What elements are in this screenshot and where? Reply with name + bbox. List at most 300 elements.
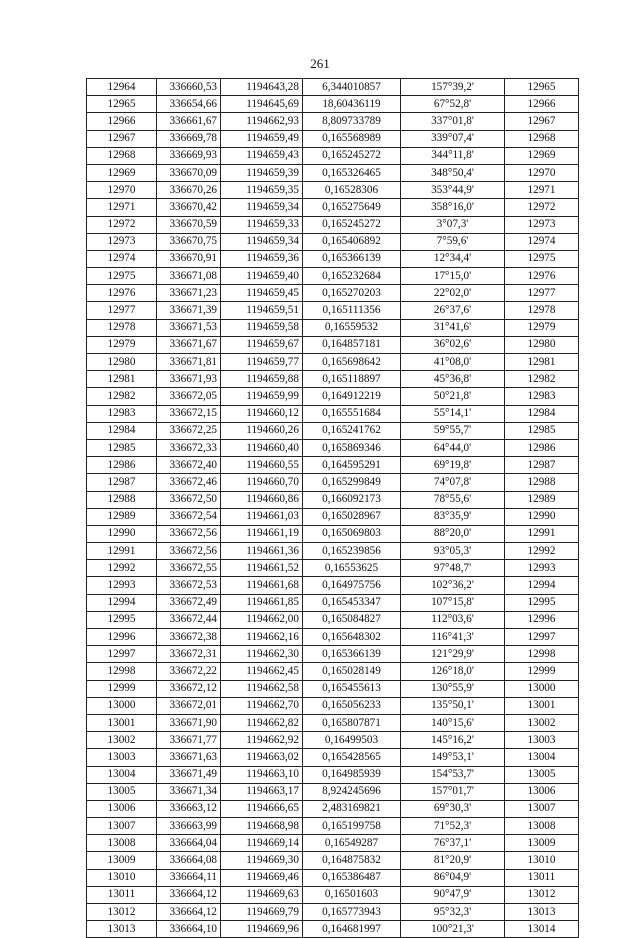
cell-bearing: 97°48,7' [401, 560, 505, 577]
table-row [87, 199, 579, 216]
cell-distance: 0,165199758 [303, 818, 401, 835]
cell-bearing: 69°30,3' [401, 800, 505, 817]
cell-distance: 0,165428565 [303, 749, 401, 766]
cell-bearing: 78°55,6' [401, 491, 505, 508]
cell-bearing: 17°15,0' [401, 268, 505, 285]
cell-point-from: 13001 [87, 714, 157, 731]
cell-y: 1194659,33 [221, 216, 303, 233]
cell-y: 1194660,55 [221, 457, 303, 474]
cell-point-from: 12982 [87, 388, 157, 405]
table-row [87, 543, 579, 560]
cell-x: 336672,01 [157, 697, 221, 714]
cell-distance: 0,165326465 [303, 164, 401, 181]
cell-x: 336671,67 [157, 336, 221, 353]
cell-point-from: 12994 [87, 594, 157, 611]
cell-point-to: 13003 [505, 732, 579, 749]
cell-x: 336664,04 [157, 835, 221, 852]
table-row [87, 354, 579, 371]
table-row [87, 182, 579, 199]
cell-distance: 0,165406892 [303, 233, 401, 250]
table-row [87, 79, 579, 96]
cell-point-to: 12983 [505, 388, 579, 405]
cell-bearing: 31°41,6' [401, 319, 505, 336]
cell-distance: 0,165299849 [303, 474, 401, 491]
cell-bearing: 90°47,9' [401, 886, 505, 903]
table-row [87, 646, 579, 663]
cell-bearing: 149°53,1' [401, 749, 505, 766]
cell-distance: 0,165648302 [303, 629, 401, 646]
table-row [87, 680, 579, 697]
cell-bearing: 348°50,4' [401, 164, 505, 181]
cell-y: 1194661,85 [221, 594, 303, 611]
cell-point-to: 13004 [505, 749, 579, 766]
cell-bearing: 55°14,1' [401, 405, 505, 422]
cell-distance: 0,165056233 [303, 697, 401, 714]
cell-distance: 0,165270203 [303, 285, 401, 302]
cell-distance: 0,165275649 [303, 199, 401, 216]
cell-distance: 2,483169821 [303, 800, 401, 817]
cell-distance: 0,164912219 [303, 388, 401, 405]
cell-bearing: 22°02,0' [401, 285, 505, 302]
cell-point-to: 12967 [505, 113, 579, 130]
cell-point-to: 12985 [505, 422, 579, 439]
cell-bearing: 69°19,8' [401, 457, 505, 474]
table-row [87, 233, 579, 250]
cell-bearing: 358°16,0' [401, 199, 505, 216]
cell-y: 1194668,98 [221, 818, 303, 835]
cell-y: 1194662,30 [221, 646, 303, 663]
cell-bearing: 130°55,9' [401, 680, 505, 697]
cell-point-to: 12973 [505, 216, 579, 233]
cell-y: 1194661,03 [221, 508, 303, 525]
cell-bearing: 339°07,4' [401, 130, 505, 147]
cell-distance: 0,164681997 [303, 921, 401, 938]
cell-distance: 0,165869346 [303, 439, 401, 456]
cell-point-from: 12965 [87, 96, 157, 113]
table-row [87, 663, 579, 680]
cell-point-to: 13000 [505, 680, 579, 697]
cell-bearing: 71°52,3' [401, 818, 505, 835]
cell-distance: 0,165455613 [303, 680, 401, 697]
cell-y: 1194662,00 [221, 611, 303, 628]
cell-x: 336664,10 [157, 921, 221, 938]
cell-bearing: 86°04,9' [401, 869, 505, 886]
cell-point-to: 12987 [505, 457, 579, 474]
table-row [87, 904, 579, 921]
cell-bearing: 81°20,9' [401, 852, 505, 869]
table-row [87, 250, 579, 267]
cell-x: 336670,59 [157, 216, 221, 233]
table-row [87, 560, 579, 577]
cell-x: 336660,53 [157, 79, 221, 96]
cell-point-to: 12998 [505, 646, 579, 663]
cell-point-to: 12996 [505, 611, 579, 628]
cell-y: 1194659,99 [221, 388, 303, 405]
cell-bearing: 140°15,6' [401, 714, 505, 731]
cell-point-to: 12986 [505, 439, 579, 456]
cell-distance: 6,344010857 [303, 79, 401, 96]
cell-point-to: 12966 [505, 96, 579, 113]
cell-x: 336664,12 [157, 904, 221, 921]
cell-bearing: 12°34,4' [401, 250, 505, 267]
cell-point-from: 13002 [87, 732, 157, 749]
table-row [87, 629, 579, 646]
cell-point-to: 12991 [505, 525, 579, 542]
cell-x: 336671,77 [157, 732, 221, 749]
cell-bearing: 107°15,8' [401, 594, 505, 611]
cell-y: 1194659,35 [221, 182, 303, 199]
cell-point-from: 13003 [87, 749, 157, 766]
cell-bearing: 41°08,0' [401, 354, 505, 371]
cell-bearing: 112°03,6' [401, 611, 505, 628]
cell-point-from: 12999 [87, 680, 157, 697]
cell-bearing: 157°01,7' [401, 783, 505, 800]
cell-point-to: 12979 [505, 319, 579, 336]
cell-point-to: 12969 [505, 147, 579, 164]
cell-bearing: 76°37,1' [401, 835, 505, 852]
cell-y: 1194669,79 [221, 904, 303, 921]
cell-point-from: 12973 [87, 233, 157, 250]
table-row [87, 216, 579, 233]
table-row [87, 749, 579, 766]
cell-x: 336671,49 [157, 766, 221, 783]
cell-y: 1194669,46 [221, 869, 303, 886]
cell-x: 336672,46 [157, 474, 221, 491]
cell-point-to: 12990 [505, 508, 579, 525]
cell-point-to: 12992 [505, 543, 579, 560]
cell-distance: 0,164985939 [303, 766, 401, 783]
cell-x: 336672,22 [157, 663, 221, 680]
cell-y: 1194669,14 [221, 835, 303, 852]
cell-bearing: 337°01,8' [401, 113, 505, 130]
cell-y: 1194662,45 [221, 663, 303, 680]
cell-distance: 0,165239856 [303, 543, 401, 560]
cell-point-to: 12977 [505, 285, 579, 302]
cell-y: 1194661,36 [221, 543, 303, 560]
table-row [87, 491, 579, 508]
cell-x: 336671,23 [157, 285, 221, 302]
table-row [87, 439, 579, 456]
cell-distance: 0,165366139 [303, 646, 401, 663]
cell-distance: 0,165118897 [303, 371, 401, 388]
cell-bearing: 100°21,3' [401, 921, 505, 938]
cell-distance: 0,165028967 [303, 508, 401, 525]
cell-x: 336663,99 [157, 818, 221, 835]
cell-x: 336672,56 [157, 525, 221, 542]
table-row [87, 818, 579, 835]
cell-point-to: 13008 [505, 818, 579, 835]
cell-point-from: 13005 [87, 783, 157, 800]
table-row [87, 268, 579, 285]
cell-point-to: 13012 [505, 886, 579, 903]
cell-x: 336670,42 [157, 199, 221, 216]
cell-bearing: 3°07,3' [401, 216, 505, 233]
cell-y: 1194661,19 [221, 525, 303, 542]
cell-y: 1194659,40 [221, 268, 303, 285]
cell-distance: 0,165245272 [303, 147, 401, 164]
cell-point-from: 13011 [87, 886, 157, 903]
cell-distance: 0,16549287 [303, 835, 401, 852]
cell-point-from: 12972 [87, 216, 157, 233]
cell-x: 336671,53 [157, 319, 221, 336]
cell-x: 336669,78 [157, 130, 221, 147]
table-row [87, 611, 579, 628]
cell-x: 336670,26 [157, 182, 221, 199]
cell-distance: 0,165453347 [303, 594, 401, 611]
table-row [87, 474, 579, 491]
cell-point-to: 12993 [505, 560, 579, 577]
cell-distance: 0,164857181 [303, 336, 401, 353]
coordinates-table [86, 78, 579, 938]
cell-bearing: 26°37,6' [401, 302, 505, 319]
cell-x: 336672,44 [157, 611, 221, 628]
cell-y: 1194663,17 [221, 783, 303, 800]
cell-x: 336672,33 [157, 439, 221, 456]
table-row [87, 336, 579, 353]
cell-point-to: 13009 [505, 835, 579, 852]
table-row [87, 130, 579, 147]
cell-x: 336672,55 [157, 560, 221, 577]
cell-x: 336664,08 [157, 852, 221, 869]
cell-x: 336671,08 [157, 268, 221, 285]
cell-bearing: 67°52,8' [401, 96, 505, 113]
cell-x: 336669,93 [157, 147, 221, 164]
cell-distance: 0,165028149 [303, 663, 401, 680]
cell-point-from: 12991 [87, 543, 157, 560]
cell-distance: 18,60436119 [303, 96, 401, 113]
cell-point-from: 12992 [87, 560, 157, 577]
table-row [87, 405, 579, 422]
cell-x: 336672,50 [157, 491, 221, 508]
cell-point-to: 12999 [505, 663, 579, 680]
table-row [87, 783, 579, 800]
cell-distance: 0,16553625 [303, 560, 401, 577]
cell-point-to: 12971 [505, 182, 579, 199]
cell-bearing: 45°36,8' [401, 371, 505, 388]
cell-point-from: 13012 [87, 904, 157, 921]
cell-y: 1194669,30 [221, 852, 303, 869]
cell-point-to: 12989 [505, 491, 579, 508]
cell-x: 336672,53 [157, 577, 221, 594]
cell-y: 1194660,40 [221, 439, 303, 456]
cell-distance: 0,164975756 [303, 577, 401, 594]
cell-x: 336671,93 [157, 371, 221, 388]
cell-point-to: 13006 [505, 783, 579, 800]
cell-x: 336661,67 [157, 113, 221, 130]
cell-y: 1194662,70 [221, 697, 303, 714]
cell-bearing: 145°16,2' [401, 732, 505, 749]
cell-bearing: 126°18,0' [401, 663, 505, 680]
cell-distance: 0,165245272 [303, 216, 401, 233]
cell-y: 1194661,68 [221, 577, 303, 594]
table-row [87, 508, 579, 525]
cell-point-from: 12985 [87, 439, 157, 456]
cell-bearing: 50°21,8' [401, 388, 505, 405]
cell-distance: 0,165366139 [303, 250, 401, 267]
cell-point-to: 13005 [505, 766, 579, 783]
cell-y: 1194660,70 [221, 474, 303, 491]
cell-bearing: 36°02,6' [401, 336, 505, 353]
cell-y: 1194669,96 [221, 921, 303, 938]
cell-distance: 0,165111356 [303, 302, 401, 319]
cell-x: 336672,25 [157, 422, 221, 439]
cell-x: 336672,12 [157, 680, 221, 697]
cell-point-to: 12965 [505, 79, 579, 96]
cell-point-from: 13008 [87, 835, 157, 852]
cell-y: 1194662,16 [221, 629, 303, 646]
cell-distance: 0,165773943 [303, 904, 401, 921]
cell-y: 1194659,77 [221, 354, 303, 371]
cell-x: 336671,34 [157, 783, 221, 800]
cell-bearing: 83°35,9' [401, 508, 505, 525]
cell-point-from: 12983 [87, 405, 157, 422]
cell-point-to: 12981 [505, 354, 579, 371]
table-row [87, 164, 579, 181]
cell-bearing: 64°44,0' [401, 439, 505, 456]
table-row [87, 594, 579, 611]
cell-point-to: 12972 [505, 199, 579, 216]
cell-bearing: 95°32,3' [401, 904, 505, 921]
cell-point-from: 12970 [87, 182, 157, 199]
cell-distance: 0,164875832 [303, 852, 401, 869]
cell-x: 336654,66 [157, 96, 221, 113]
cell-distance: 0,16501603 [303, 886, 401, 903]
cell-bearing: 154°53,7' [401, 766, 505, 783]
table-row [87, 319, 579, 336]
cell-y: 1194662,58 [221, 680, 303, 697]
cell-point-from: 13010 [87, 869, 157, 886]
cell-point-to: 12976 [505, 268, 579, 285]
cell-x: 336672,56 [157, 543, 221, 560]
cell-distance: 0,166092173 [303, 491, 401, 508]
table-row [87, 577, 579, 594]
cell-x: 336672,38 [157, 629, 221, 646]
cell-point-to: 12970 [505, 164, 579, 181]
cell-point-from: 12984 [87, 422, 157, 439]
cell-y: 1194659,34 [221, 199, 303, 216]
cell-point-from: 12968 [87, 147, 157, 164]
cell-x: 336671,39 [157, 302, 221, 319]
cell-distance: 0,16499503 [303, 732, 401, 749]
cell-distance: 0,165807871 [303, 714, 401, 731]
cell-point-from: 13006 [87, 800, 157, 817]
cell-y: 1194659,39 [221, 164, 303, 181]
cell-x: 336672,54 [157, 508, 221, 525]
cell-distance: 0,165568989 [303, 130, 401, 147]
cell-point-from: 12975 [87, 268, 157, 285]
cell-x: 336664,12 [157, 886, 221, 903]
cell-point-from: 12980 [87, 354, 157, 371]
cell-y: 1194661,52 [221, 560, 303, 577]
cell-point-to: 13010 [505, 852, 579, 869]
cell-point-from: 13013 [87, 921, 157, 938]
cell-point-from: 13009 [87, 852, 157, 869]
page-number: 261 [310, 56, 330, 71]
cell-x: 336672,15 [157, 405, 221, 422]
cell-point-from: 12990 [87, 525, 157, 542]
table-row [87, 800, 579, 817]
cell-bearing: 116°41,3' [401, 629, 505, 646]
table-row [87, 113, 579, 130]
cell-y: 1194663,10 [221, 766, 303, 783]
cell-y: 1194662,92 [221, 732, 303, 749]
cell-y: 1194659,58 [221, 319, 303, 336]
table-row [87, 96, 579, 113]
cell-y: 1194662,93 [221, 113, 303, 130]
cell-point-from: 12998 [87, 663, 157, 680]
table-row [87, 285, 579, 302]
cell-point-from: 13007 [87, 818, 157, 835]
cell-point-from: 13004 [87, 766, 157, 783]
cell-x: 336672,49 [157, 594, 221, 611]
cell-y: 1194660,26 [221, 422, 303, 439]
cell-point-to: 12995 [505, 594, 579, 611]
table-row [87, 714, 579, 731]
cell-x: 336670,91 [157, 250, 221, 267]
cell-y: 1194659,88 [221, 371, 303, 388]
table-row [87, 766, 579, 783]
cell-point-to: 12997 [505, 629, 579, 646]
cell-y: 1194643,28 [221, 79, 303, 96]
cell-y: 1194659,49 [221, 130, 303, 147]
cell-bearing: 88°20,0' [401, 525, 505, 542]
cell-point-from: 12986 [87, 457, 157, 474]
cell-point-to: 12975 [505, 250, 579, 267]
cell-y: 1194659,43 [221, 147, 303, 164]
cell-x: 336671,81 [157, 354, 221, 371]
cell-point-to: 12982 [505, 371, 579, 388]
cell-bearing: 121°29,9' [401, 646, 505, 663]
cell-point-from: 12987 [87, 474, 157, 491]
table-row [87, 302, 579, 319]
cell-distance: 0,165698642 [303, 354, 401, 371]
cell-point-to: 12994 [505, 577, 579, 594]
cell-point-from: 12966 [87, 113, 157, 130]
cell-distance: 0,165232684 [303, 268, 401, 285]
cell-distance: 8,924245696 [303, 783, 401, 800]
table-row [87, 457, 579, 474]
cell-point-to: 12988 [505, 474, 579, 491]
table-row [87, 835, 579, 852]
cell-bearing: 102°36,2' [401, 577, 505, 594]
cell-y: 1194659,45 [221, 285, 303, 302]
cell-distance: 0,165084827 [303, 611, 401, 628]
table-row [87, 921, 579, 938]
cell-y: 1194666,65 [221, 800, 303, 817]
table-row [87, 388, 579, 405]
cell-point-from: 12988 [87, 491, 157, 508]
cell-point-from: 12967 [87, 130, 157, 147]
cell-point-from: 12969 [87, 164, 157, 181]
cell-x: 336672,05 [157, 388, 221, 405]
cell-point-to: 13011 [505, 869, 579, 886]
cell-distance: 0,165241762 [303, 422, 401, 439]
cell-point-to: 12978 [505, 302, 579, 319]
cell-distance: 0,165069803 [303, 525, 401, 542]
cell-x: 336671,90 [157, 714, 221, 731]
cell-x: 336663,12 [157, 800, 221, 817]
cell-y: 1194659,51 [221, 302, 303, 319]
cell-point-from: 12981 [87, 371, 157, 388]
cell-y: 1194659,67 [221, 336, 303, 353]
table-row [87, 371, 579, 388]
cell-distance: 0,164595291 [303, 457, 401, 474]
cell-x: 336672,31 [157, 646, 221, 663]
cell-point-from: 12971 [87, 199, 157, 216]
cell-bearing: 135°50,1' [401, 697, 505, 714]
cell-bearing: 157°39,2' [401, 79, 505, 96]
cell-point-from: 12996 [87, 629, 157, 646]
